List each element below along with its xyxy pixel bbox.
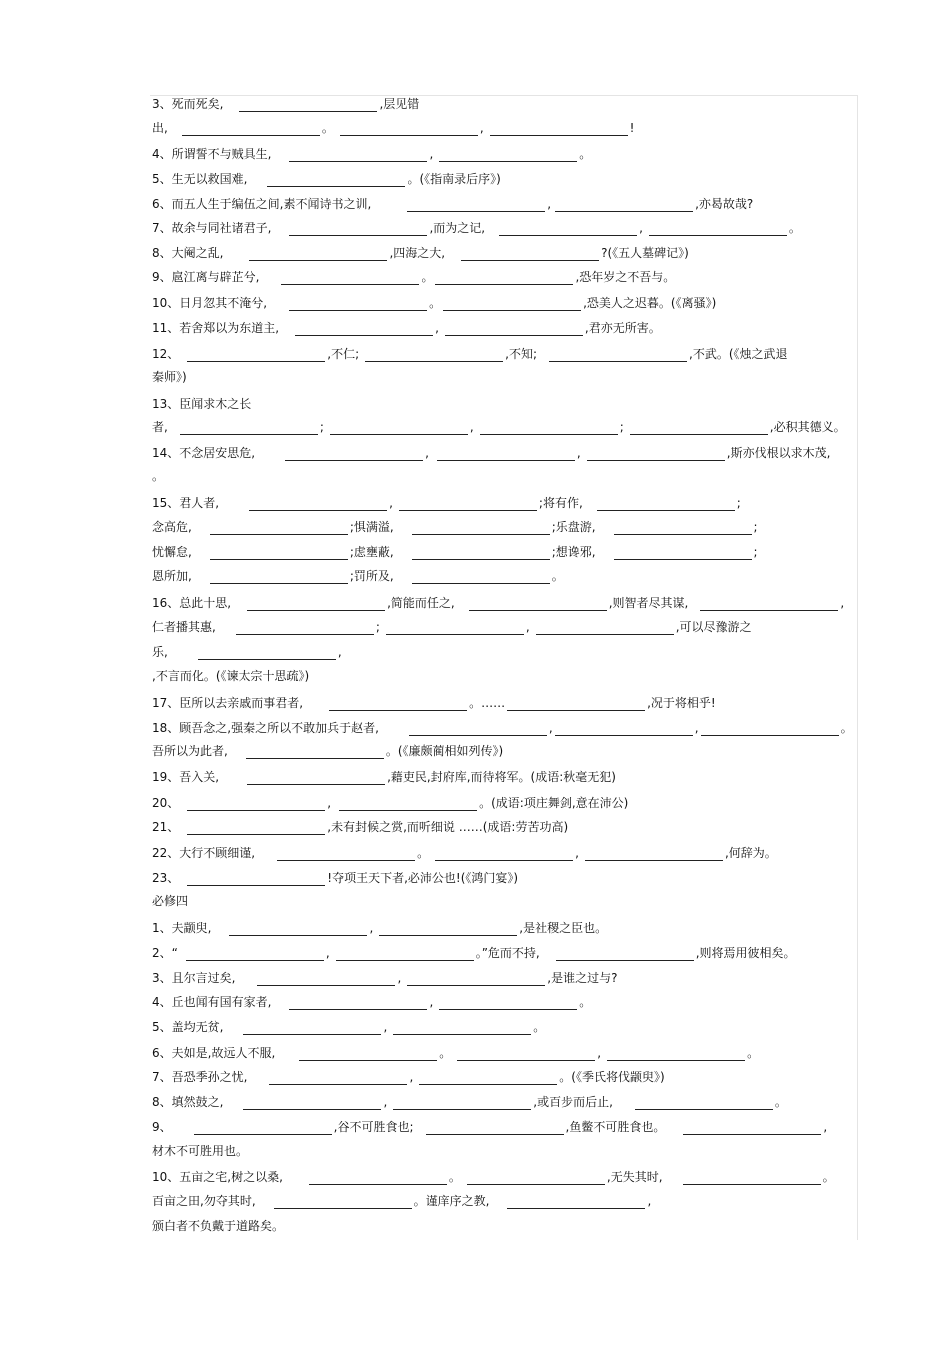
question-text: 8、填然鼓之, [152,1095,224,1109]
question-text: 。 [321,121,334,135]
question-text: , [429,147,434,161]
answer-blank[interactable] [412,522,550,535]
answer-blank[interactable] [536,622,674,635]
answer-blank[interactable] [614,522,752,535]
question-text: ,而为之记, [429,221,486,235]
question-text: , [639,221,643,235]
answer-blank[interactable] [236,622,374,635]
question-line [152,468,164,484]
question-line [152,619,752,635]
answer-blank[interactable] [269,1072,407,1085]
question-text: ,必积其德义。 [769,420,846,434]
answer-blank[interactable] [339,798,477,811]
question-text: 。 [448,1170,461,1184]
answer-blank[interactable] [336,948,474,961]
question-text: ;想谗邪, [551,545,596,559]
answer-blank[interactable] [649,223,787,236]
answer-blank[interactable] [597,498,735,511]
question-text: 6、而五人生于编伍之间,素不闻诗书之训, [152,197,372,211]
question-line [152,743,503,759]
question-text: 6、夫如是,故远人不服, [152,1046,276,1060]
answer-blank[interactable] [299,1048,437,1061]
answer-blank[interactable] [555,199,693,212]
question-text: 出, [152,121,168,135]
question-line [152,644,342,660]
question-line [152,220,801,236]
answer-blank[interactable] [614,547,752,560]
question-text: 。 [774,1095,787,1109]
answer-blank[interactable] [285,448,423,461]
question-text: ,恐年岁之不吾与。 [575,270,676,284]
answer-blank[interactable] [393,1022,531,1035]
question-line [152,369,187,385]
question-line [152,146,591,162]
answer-blank[interactable] [247,598,385,611]
answer-blank[interactable] [426,1122,564,1135]
question-text: ;虑壅蔽, [349,545,394,559]
question-text: ;将有作, [538,496,583,510]
question-text: 。(《季氏将伐颛臾》) [559,1070,665,1084]
question-text: 4、丘也闻有国有家者, [152,995,272,1009]
question-text: , [425,446,429,460]
question-text: , [337,645,342,659]
question-text: ,是社稷之臣也。 [519,921,608,935]
question-text: , [647,1194,652,1208]
question-text: , [383,1020,388,1034]
question-text: , [369,921,374,935]
answer-blank[interactable] [393,1097,531,1110]
question-line [152,769,616,785]
answer-blank[interactable] [289,298,427,311]
question-text: , [548,721,553,735]
question-text: 吾所以为此者, [152,744,228,758]
question-text: 。 [579,147,592,161]
question-text: 。 [840,721,853,735]
answer-blank[interactable] [683,1122,821,1135]
question-line [152,819,568,835]
answer-blank[interactable] [469,598,607,611]
answer-blank[interactable] [289,223,427,236]
answer-blank[interactable] [585,848,723,861]
answer-blank[interactable] [419,1072,557,1085]
answer-blank[interactable] [409,723,547,736]
question-text: , [823,1120,828,1134]
answer-blank[interactable] [555,723,693,736]
question-text: ,不知; [505,347,537,361]
question-line [152,1143,248,1159]
question-text: ;惧满溢, [349,520,394,534]
question-text: 9、扈江离与辟芷兮, [152,270,260,284]
question-text: 5、生无以救国难, [152,172,248,186]
question-line [152,795,628,811]
question-text: 。 [747,1046,760,1060]
question-text: 者, [152,420,168,434]
question-text: , [840,596,845,610]
question-text: ; [375,620,380,634]
answer-blank[interactable] [439,149,577,162]
answer-blank[interactable] [210,571,348,584]
question-line [152,1119,827,1135]
question-line [152,1169,835,1185]
question-text: ,谷不可胜食也; [333,1120,414,1134]
question-text: ,况于将相乎! [647,696,716,710]
answer-blank[interactable] [289,149,427,162]
question-text: 3、死而死矣, [152,97,224,111]
question-text: 2、“ [152,946,178,960]
question-text: ; [753,545,758,559]
answer-blank[interactable] [243,1022,381,1035]
question-text: , [576,446,581,460]
answer-blank[interactable] [412,571,550,584]
question-text: 7、故余与同社诸君子, [152,221,272,235]
question-line [152,269,675,285]
question-text: 22、大行不顾细谨, [152,846,256,860]
question-line [152,245,689,261]
question-text: 11、若舍郑以为东道主, [152,321,280,335]
answer-blank[interactable] [243,1097,381,1110]
question-text: , [435,321,439,335]
question-text: 8、大阉之乱, [152,246,224,260]
question-line [152,495,741,511]
question-text: 恩所加, [152,569,192,583]
question-text: ,藉吏民,封府库,而待将军。(成语:秋毫无犯) [387,770,616,784]
question-line [152,1019,545,1035]
question-text: ,或百步而后止, [533,1095,613,1109]
question-text: 。谨庠序之教, [413,1194,490,1208]
question-line [152,96,419,112]
answer-blank[interactable] [607,1048,745,1061]
question-text: , [429,995,434,1009]
question-line [152,419,846,435]
question-text: 。 [429,296,442,310]
question-line [152,845,777,861]
question-text: ! [629,121,635,135]
question-text: 。 [152,469,165,483]
question-text: ,层见错 [379,97,420,111]
question-line [152,519,758,535]
answer-blank[interactable] [386,622,524,635]
question-text: , [383,1095,388,1109]
question-text: 念高危, [152,520,192,534]
answer-blank[interactable] [186,948,324,961]
answer-blank[interactable] [507,1196,645,1209]
question-line [152,1045,759,1061]
question-text: 10、日月忽其不淹兮, [152,296,268,310]
question-text: ,鱼鳖不可胜食也。 [565,1120,666,1134]
question-line [152,1069,665,1085]
answer-blank[interactable] [683,1172,821,1185]
question-text: ,不武。(《烛之武退 [689,347,788,361]
answer-blank[interactable] [443,298,581,311]
question-line [152,994,591,1010]
answer-blank[interactable] [295,323,433,336]
question-text: 。(《廉颇蔺相如列传》) [385,744,504,758]
question-text: ,斯亦伐根以求木茂, [726,446,831,460]
question-text: !夺项王天下者,必沛公也!(《鸿门宴》) [327,871,519,885]
question-line [152,720,853,736]
question-text: 颁白者不负戴于道路矣。 [152,1219,285,1233]
question-text: 。 [551,569,564,583]
question-text: ; [736,496,741,510]
answer-blank[interactable] [187,798,325,811]
question-text: ,四海之大, [389,246,446,260]
question-text: ,可以尽豫游之 [675,620,752,634]
answer-blank[interactable] [437,448,575,461]
question-text: 17、臣所以去亲戚而事君者, [152,696,304,710]
answer-blank[interactable] [435,848,573,861]
question-text: 5、盖均无贫, [152,1020,224,1034]
question-text: , [575,846,579,860]
question-text: 仁者播其惠, [152,620,216,634]
answer-blank[interactable] [267,174,405,187]
question-text: 19、吾入关, [152,770,220,784]
answer-blank[interactable] [289,997,427,1010]
answer-blank[interactable] [249,248,387,261]
question-text: , [525,620,530,634]
question-text: ,是谁之过与? [547,971,618,985]
question-line [152,893,188,909]
question-text: ; [753,520,758,534]
question-line [152,945,796,961]
answer-blank[interactable] [587,448,725,461]
question-text: 百亩之田,勿夺其时, [152,1194,256,1208]
question-text: , [389,496,393,510]
answer-blank[interactable] [439,997,577,1010]
question-text: 3、且尔言过矣, [152,971,236,985]
question-text: 9、 [152,1120,172,1134]
question-text: ,则将焉用彼相矣。 [695,946,796,960]
answer-blank[interactable] [445,323,583,336]
answer-blank[interactable] [247,772,385,785]
answer-blank[interactable] [180,422,318,435]
question-line [152,1193,651,1209]
question-line [152,445,830,461]
answer-blank[interactable] [274,1196,412,1209]
question-text: 12、 [152,347,180,361]
answer-blank[interactable] [399,498,537,511]
answer-blank[interactable] [556,948,694,961]
answer-blank[interactable] [700,598,838,611]
question-text: , [409,1070,414,1084]
answer-blank[interactable] [187,873,325,886]
question-line [152,320,661,336]
question-text: ,简能而任之, [387,596,455,610]
answer-blank[interactable] [239,99,377,112]
question-text: ;罚所及, [349,569,394,583]
question-line [152,668,309,684]
question-text: 15、君人者, [152,496,220,510]
answer-blank[interactable] [330,422,468,435]
question-text: , [694,721,699,735]
question-line [152,920,607,936]
question-text: 7、吾恐季孙之忧, [152,1070,248,1084]
answer-blank[interactable] [340,123,478,136]
question-text: 23、 [152,871,180,885]
answer-blank[interactable] [630,422,768,435]
question-text: 20、 [152,796,180,810]
question-line [152,346,788,362]
question-text: 忧懈怠, [152,545,192,559]
question-text: ;乐盘游, [551,520,596,534]
question-text: ,未有封候之赏,而听细说 ……(成语:劳苦功高) [327,820,569,834]
question-text: ,恐美人之迟暮。(《离骚》) [583,296,717,310]
answer-blank[interactable] [412,547,550,560]
question-text: ; [619,420,624,434]
question-text: ,不仁; [327,347,360,361]
question-line [152,396,251,412]
answer-blank[interactable] [281,272,419,285]
question-text: 。 [533,1020,546,1034]
question-text: 18、顾吾念之,强秦之所以不敢加兵于赵者, [152,721,379,735]
question-text: 必修四 [152,894,189,908]
question-line [152,196,753,212]
answer-blank[interactable] [187,349,325,362]
question-text: 10、五亩之宅,树之以桑, [152,1170,283,1184]
question-line [152,970,617,986]
question-text: 乐, [152,645,168,659]
answer-blank[interactable] [407,199,545,212]
question-line [152,568,564,584]
answer-blank[interactable] [365,349,503,362]
question-text: ,不言而化。(《谏太宗十思疏》) [152,669,310,683]
question-text: 4、所谓誓不与贼具生, [152,147,272,161]
question-line [152,295,716,311]
question-text: ,无失其时, [606,1170,663,1184]
answer-blank[interactable] [210,522,348,535]
question-text: 。”危而不持, [475,946,540,960]
question-text: 。 [421,270,434,284]
question-line [152,171,501,187]
answer-blank[interactable] [457,1048,595,1061]
answer-blank[interactable] [379,923,517,936]
question-text: 。 [579,995,592,1009]
question-text: , [325,946,330,960]
question-line [152,120,634,136]
question-text: , [547,197,552,211]
question-text: 。 [788,221,801,235]
question-text: , [469,420,474,434]
question-text: 。 [439,1046,452,1060]
answer-blank[interactable] [257,973,395,986]
question-text: ,则智者尽其谋, [608,596,689,610]
answer-blank[interactable] [435,272,573,285]
answer-blank[interactable] [329,698,467,711]
answer-blank[interactable] [229,923,367,936]
answer-blank[interactable] [249,498,387,511]
answer-blank[interactable] [461,248,599,261]
question-text: ,亦曷故哉? [695,197,754,211]
question-text: 材木不可胜用也。 [152,1144,249,1158]
question-text: , [327,796,332,810]
question-text: 。 [417,846,430,860]
question-line [152,695,716,711]
question-text: 1、夫颛臾, [152,921,212,935]
question-text: ?(《五人墓碑记》) [601,246,689,260]
answer-blank[interactable] [309,1172,447,1185]
question-line [152,870,518,886]
answer-blank[interactable] [480,422,618,435]
answer-blank[interactable] [210,547,348,560]
answer-blank[interactable] [198,647,336,660]
answer-blank[interactable] [194,1122,332,1135]
question-line [152,1218,284,1234]
answer-blank[interactable] [490,123,628,136]
answer-blank[interactable] [549,349,687,362]
question-line [152,1094,787,1110]
question-text: ,何辞为。 [724,846,777,860]
question-text: 13、臣闻求木之长 [152,397,252,411]
answer-blank[interactable] [246,746,384,759]
question-text: 21、 [152,820,180,834]
answer-blank[interactable] [499,223,637,236]
question-text: 。(《指南录后序》) [407,172,501,186]
answer-blank[interactable] [187,822,325,835]
answer-blank[interactable] [407,973,545,986]
question-text: 。…… [469,696,506,710]
answer-blank[interactable] [182,123,320,136]
question-text: , [397,971,402,985]
question-text: 。(成语:项庄舞剑,意在沛公) [479,796,629,810]
question-text: ; [319,420,324,434]
question-line [152,595,844,611]
answer-blank[interactable] [635,1097,773,1110]
question-text: ,君亦无所害。 [584,321,661,335]
answer-blank[interactable] [701,723,839,736]
answer-blank[interactable] [467,1172,605,1185]
answer-blank[interactable] [507,698,645,711]
question-text: 。 [822,1170,835,1184]
question-text: , [597,1046,602,1060]
question-text: , [479,121,484,135]
question-text: 秦师》) [152,370,187,384]
question-line [152,544,758,560]
question-text: 14、不念居安思危, [152,446,256,460]
question-text: 16、总此十思, [152,596,232,610]
answer-blank[interactable] [277,848,415,861]
